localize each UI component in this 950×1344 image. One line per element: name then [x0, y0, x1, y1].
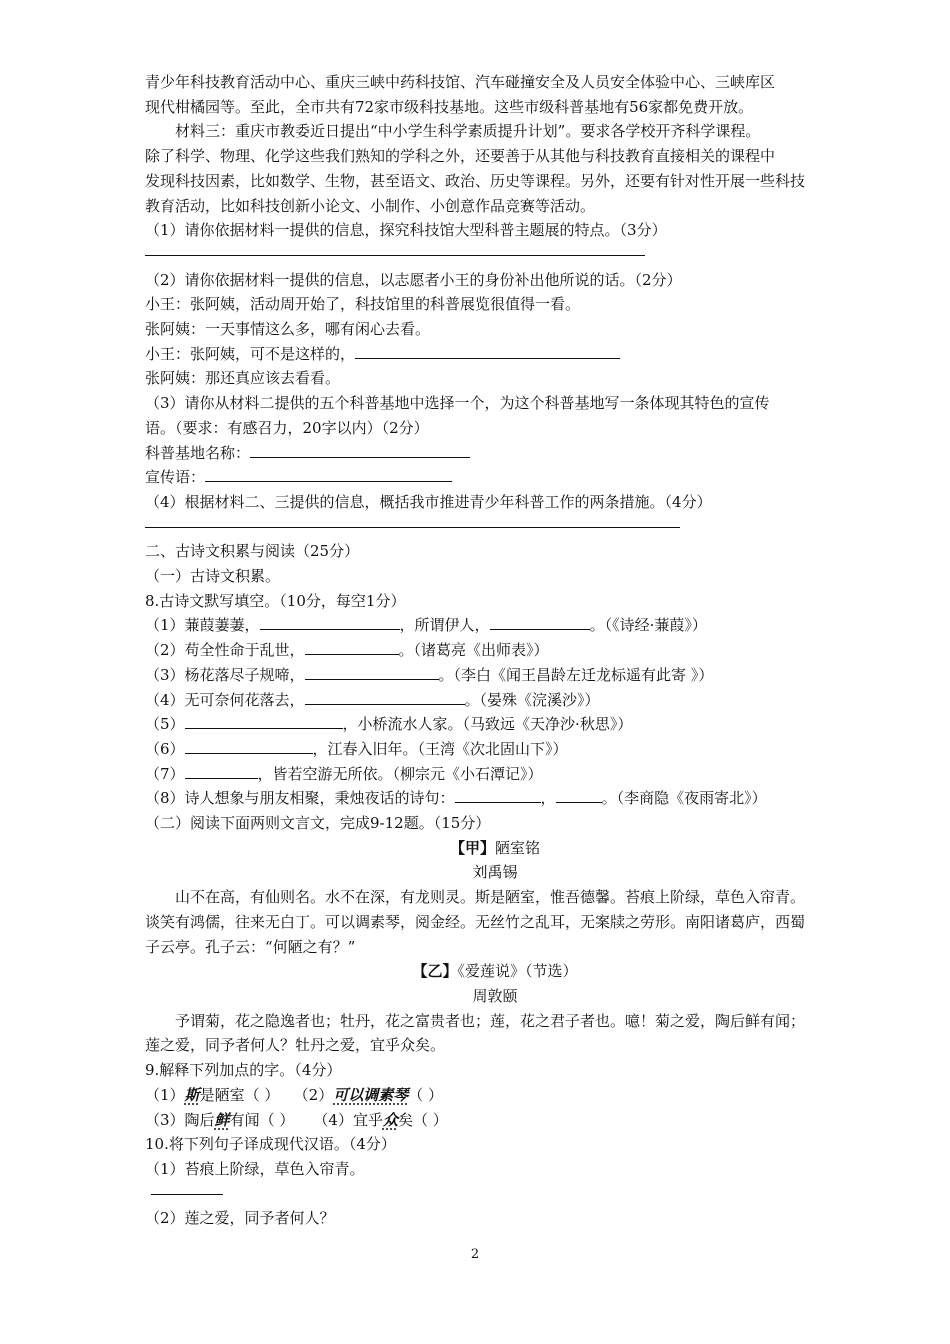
sub-heading: （二）阅读下面两则文言文，完成9-12题。（15分）	[145, 814, 491, 833]
passage-line: 予谓菊，花之隐逸者也；牡丹，花之富贵者也；莲，花之君子者也。噫！菊之爱，陶后鲜有闻；	[175, 1011, 806, 1030]
poem-line: （6） ，江春入旧年。（王湾《次北固山下》）	[145, 739, 568, 758]
text-line: 现代柑橘园等。至此，全市共有72家市级科技基地。这些市级科普基地有56家都免费开放。	[145, 97, 754, 116]
dialog-line: 小王：张阿姨，可不是这样的，	[145, 342, 845, 367]
slogan-row: 宣传语：	[145, 465, 845, 490]
passage-line: 山不在高，有仙则名。水不在深，有龙则灵。斯是陋室，惟吾德馨。苔痕上阶绿，草色入帘青。	[175, 888, 806, 907]
passage-line: 莲之爱，同予者何人？牡丹之爱，宜乎众矣。	[145, 1036, 446, 1055]
page-number: 2	[470, 1247, 480, 1262]
dialog-line: 小王：张阿姨，活动周开始了，科技馆里的科普展览很值得一看。	[145, 295, 581, 314]
poem-blank[interactable]	[455, 787, 541, 803]
slogan-blank[interactable]	[205, 466, 452, 482]
answer-line[interactable]	[145, 1182, 845, 1207]
q9-row: （1）斯是陋室（ ） （2）可以调素琴（ ）	[145, 1085, 443, 1104]
dialog-line: 张阿姨：一天事情这么多，哪有闲心去看。	[145, 320, 431, 339]
passage-line: 谈笑有鸿儒，往来无白丁。可以调素琴，阅金经。无丝竹之乱耳，无案牍之劳形。南阳诸葛庐，西蜀	[145, 912, 806, 931]
poem-blank[interactable]	[260, 614, 400, 630]
poem-line: （4）无可奈何花落去， 。（晏殊《浣溪沙》）	[145, 690, 600, 709]
poem-line: （5） ，小桥流水人家。（马致远《天净沙·秋思》）	[145, 715, 633, 734]
question-1: （1）请你依据材料一提供的信息，探究科技馆大型科普主题展的特点。（3分）	[145, 221, 667, 240]
poem-blank[interactable]	[185, 713, 343, 729]
answer-line[interactable]	[145, 515, 845, 540]
question-9: 9.解释下列加点的字。（4分）	[145, 1061, 342, 1080]
question-2: （2）请你依据材料一提供的信息，以志愿者小王的身份补出他所说的话。（2分）	[145, 270, 682, 289]
poem-line: （2）苟全性命于乱世， 。（诸葛亮《出师表》）	[145, 641, 549, 660]
poem-blank[interactable]	[185, 763, 258, 779]
exam-page	[145, 70, 845, 1231]
answer-blank[interactable]	[355, 343, 620, 359]
poem-line: （1）蒹葭萋萋， ，所谓伊人， 。（《诗经·蒹葭》）	[145, 616, 707, 635]
q10-item: （1）苔痕上阶绿，草色入帘青。	[145, 1159, 365, 1178]
poem-blank[interactable]	[305, 664, 439, 680]
poem-line: （3）杨花落尽子规啼， 。（李白《闻王昌龄左迁龙标遥有此寄 》）	[145, 665, 714, 684]
text-line: 青少年科技教育活动中心、重庆三峡中药科技馆、汽车碰撞安全及人员安全体验中心、三峡库区	[145, 73, 776, 91]
material-three: 材料三：重庆市教委近日提出“中小学生科学素质提升计划”。要求各学校开齐科学课程。	[175, 122, 761, 141]
base-name-blank[interactable]	[250, 442, 470, 458]
passage-jia-author: 刘禹锡	[472, 863, 518, 882]
poem-blank[interactable]	[556, 787, 602, 803]
base-name-row: 科普基地名称：	[145, 441, 845, 466]
question-4: （4）根据材料二、三提供的信息，概括我市推进青少年科普工作的两条措施。（4分）	[145, 492, 712, 511]
passage-line: 子云亭。孔子云：“何陋之有？”	[145, 937, 356, 956]
text-line: 除了科学、物理、化学这些我们熟知的学科之外，还要善于从其他与科技教育直接相关的课程中	[145, 147, 776, 166]
poem-blank[interactable]	[185, 738, 313, 754]
section-heading: 二、古诗文积累与阅读（25分）	[145, 542, 360, 561]
text-line: 发现科技因素，比如数学、生物，甚至语文、政治、历史等课程。另外，还要有针对性开展一些科技	[145, 171, 806, 190]
poem-blank[interactable]	[490, 614, 590, 630]
passage-yi-author: 周敦颐	[472, 986, 518, 1005]
q9-row: （3）陶后鲜有闻（ ） （4）宜乎众矣（ ）	[145, 1110, 448, 1129]
dialog-line: 张阿姨：那还真应该去看看。	[145, 369, 341, 388]
question-10: 10.将下列句子译成现代汉语。（4分）	[145, 1135, 396, 1154]
poem-line: （8）诗人想象与朋友相聚，秉烛夜话的诗句： ， 。（李商隐《夜雨寄北》）	[145, 789, 767, 808]
question-3-cont: 语。（要求：有感召力，20字以内）（2分）	[145, 418, 429, 437]
answer-line[interactable]	[145, 243, 845, 268]
question-8: 8.古诗文默写填空。（10分，每空1分）	[145, 591, 406, 610]
q10-item: （2）莲之爱，同予者何人？	[145, 1209, 335, 1228]
poem-blank[interactable]	[305, 689, 465, 705]
text-line: 教育活动，比如科技创新小论文、小制作、小创意作品竞赛等活动。	[145, 196, 596, 215]
poem-blank[interactable]	[305, 639, 399, 655]
poem-line: （7） ，皆若空游无所依。（柳宗元《小石潭记》）	[145, 764, 543, 783]
question-3: （3）请你从材料二提供的五个科普基地中选择一个，为这个科普基地写一条体现其特色的宣传	[145, 394, 770, 413]
sub-heading: （一）古诗文积累。	[145, 567, 281, 586]
passage-yi-title: 【乙】《爱莲说》（节选）	[412, 962, 578, 981]
passage-jia-title: 【甲】陋室铭	[449, 838, 541, 857]
